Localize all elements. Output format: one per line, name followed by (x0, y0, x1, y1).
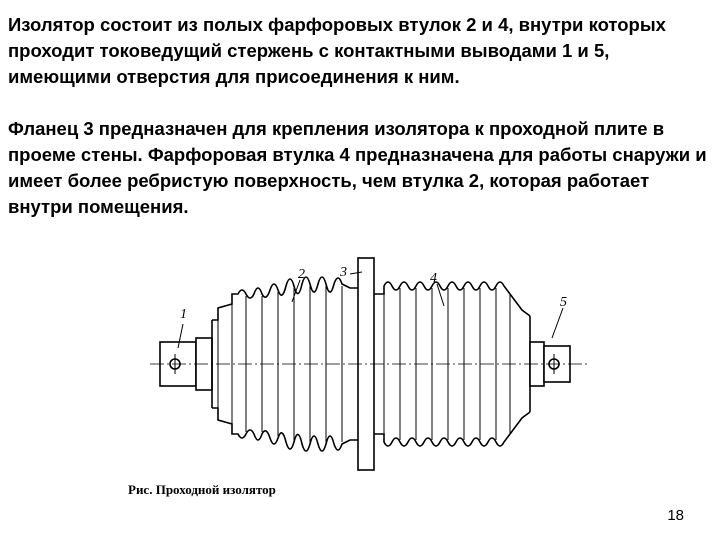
label-5: 5 (560, 295, 567, 310)
figure-caption: Рис. Проходной изолятор (128, 482, 276, 497)
bushing-insulator-drawing (0, 250, 720, 480)
description-paragraph-2: Фланец 3 предназначен для крепления изолятора к проходной плите в проеме стены. Фарфоровая втулка 4 предназначена для работы снаружи и имеет более ребристую поверхность, чем втулка 2, которая работает внутри помещения. (8, 118, 707, 217)
label-2: 2 (298, 267, 305, 282)
page-number: 18 (667, 507, 684, 524)
label-4: 4 (430, 271, 437, 286)
label-3: 3 (340, 265, 347, 280)
label-1: 1 (180, 307, 187, 322)
description-paragraph-1: Изолятор состоит из полых фарфоровых втулок 2 и 4, внутри которых проходит токоведущий стержень с контактными выводами 1 и 5, имеющими отверстия для присоединения к ним. (8, 14, 666, 87)
